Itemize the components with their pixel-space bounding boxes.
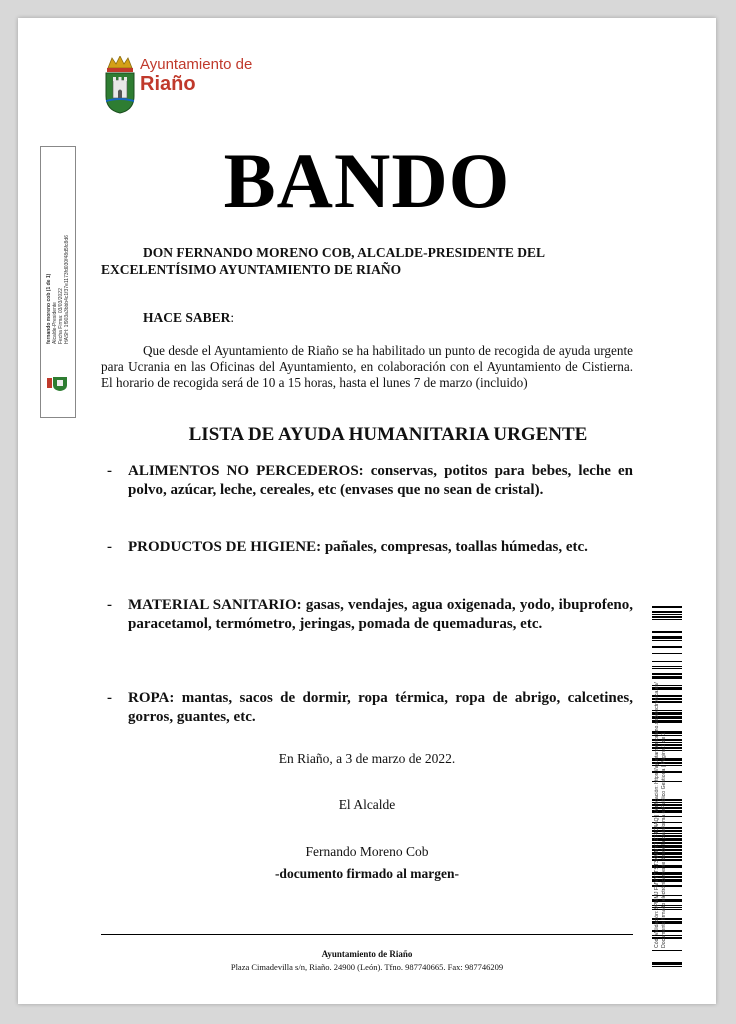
stamp-signer: fernando moreno cob (1 de 1) (46, 273, 52, 344)
barcode-caption (654, 596, 667, 948)
stamp-role: Alcalde-Presidente (52, 302, 58, 344)
municipality-logo (104, 52, 274, 122)
barcode-bar (652, 966, 682, 967)
stamp-date: Fecha Firma: 03/03/2022 (58, 288, 64, 344)
signer-name: Fernando Moreno Cob (305, 844, 429, 859)
document-title: BANDO (223, 137, 511, 224)
list-item-text: MATERIAL SANITARIO: gasas, vendajes, agua oxigenada, yodo, ibuprofeno, paracetamol, termómetro, jeringas, pomada de quemaduras, etc. (128, 597, 633, 632)
signer-role: El Alcalde (338, 797, 396, 812)
barcode-caption-line2: Documento firmado electrónicamente desde la plataforma esPublico Gestiona | Página 1 de 1 (660, 732, 667, 948)
barcode-caption-line1: Cód. Validación: 9PMMJ FMVY7TST3KMNY7 ZT4C4AQ | Verificación: https://ayuntamientoriano.sedelectronica.es/ (654, 682, 660, 948)
list-bullet: - (107, 539, 112, 555)
logo-text-line2: Riaño (140, 73, 196, 95)
coat-of-arms-icon (104, 56, 136, 114)
list-item (101, 462, 633, 500)
list-item (101, 596, 633, 634)
list-item (101, 689, 633, 727)
list-bullet: - (107, 463, 112, 479)
intro-heading (101, 244, 633, 278)
place-date: En Riaño, a 3 de marzo de 2022. (278, 751, 456, 766)
barcode-bar (652, 950, 682, 951)
footer-org: Ayuntamiento de Riaño (321, 949, 413, 959)
stamp-logo-icon (47, 375, 69, 391)
list-title: LISTA DE AYUDA HUMANITARIA URGENTE (188, 424, 588, 445)
barcode-bar (652, 962, 682, 965)
announcement-paragraph: Que desde el Ayuntamiento de Riaño se ha habilitado un punto de recogida de ayuda urgente para Ucrania en las Oficinas del Ayuntamiento, en colaboración con el Ayuntamiento de Cistierna. El horario de recogida será de 10 a 15 horas, hasta el lunes 7 de marzo (incluido) (101, 343, 633, 390)
list-item-text: PRODUCTOS DE HIGIENE: pañales, compresas, toallas húmedas, etc. (128, 539, 588, 555)
list-item-text: ALIMENTOS NO PERCEDEROS: conservas, potitos para bebes, leche en polvo, azúcar, leche, cereales, etc (envases que no sean de cristal). (128, 463, 633, 498)
list-item-text: ROPA: mantas, sacos de dormir, ropa térmica, ropa de abrigo, calcetines, gorros, guantes, etc. (128, 690, 633, 725)
intro-line2: EXCELENTÍSIMO AYUNTAMIENTO DE RIAÑO (101, 262, 402, 277)
list-item (101, 538, 633, 557)
signature-note: -documento firmado al margen- (274, 866, 460, 881)
list-bullet: - (107, 690, 112, 706)
logo-text-line1: Ayuntamiento de (140, 56, 253, 73)
hace-saber-label: HACE SABER (143, 310, 231, 325)
hace-saber-heading: HACE SABER: (143, 310, 235, 325)
document-page (18, 18, 716, 1004)
stamp-hash: HASH: 1f903a3bbb4c1f37e1173fd030f48d5fc8d6 (64, 235, 70, 344)
footer-address: Plaza Cimadevilla s/n, Riaño. 24900 (León). Tfno. 987740665. Fax: 987746209 (230, 962, 504, 972)
list-bullet: - (107, 597, 112, 613)
footer-divider (101, 934, 633, 935)
intro-line1: DON FERNANDO MORENO COB, ALCALDE-PRESIDENTE DEL (143, 245, 546, 260)
